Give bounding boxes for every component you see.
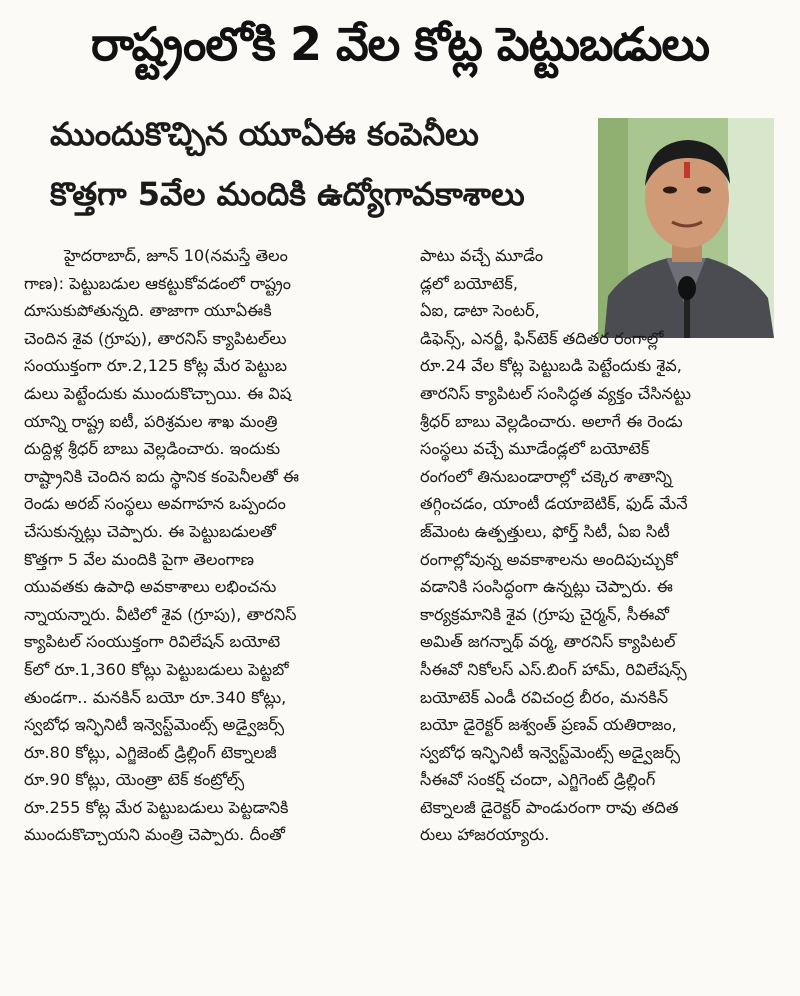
- article-line: దుద్దిళ్ల శ్రీధర్ బాబు వెల్లడించారు. ఇందుకు: [24, 439, 281, 459]
- article-line: రులు హాజరయ్యారు.: [420, 825, 550, 845]
- article-line: సంస్థలు వచ్చే మూడేండ్లలో బయోటెక్: [420, 439, 650, 459]
- article-line: డులు పెట్టేందుకు ముందుకొచ్చాయి. ఈ విష: [24, 383, 292, 403]
- article-line: దూసుకుపోతున్నది. తాజాగా యూఏఈకి: [24, 301, 272, 321]
- subheadline-2: కొత్తగా 5వేల మందికి ఉద్యోగావకాశాలు: [50, 175, 525, 213]
- article-line: యాన్ని రాష్ట్ర ఐటీ, పరిశ్రమల శాఖ మంత్రి: [24, 411, 278, 431]
- article-line: డ్లలో బయోటెక్,: [420, 273, 519, 293]
- article-line: ఏఐ, డాటా సెంటర్,: [420, 301, 540, 321]
- article-line: బయో డైరెక్టర్ జశ్వంత్ ప్రణవ్ యతిరాజం,: [420, 715, 677, 735]
- article-line: యువతకు ఉపాధి అవకాశాలు లభించను: [24, 577, 277, 597]
- article-line: క్‌లో రూ.1,360 కోట్లు పెట్టుబడులు పెట్టబో: [24, 659, 289, 679]
- article-line: స్వబోధ ఇన్ఫినిటీ ఇన్వెస్ట్‌మెంట్స్ అడ్వైజర్స్: [420, 742, 681, 762]
- article-line: స్వబోధ ఇన్ఫినిటీ ఇన్వెస్ట్‌మెంట్స్ అడ్వైజర్స్: [24, 715, 285, 735]
- article-line: చేసుకున్నట్లు చెప్పారు. ఈ పెట్టుబడులతో: [24, 521, 276, 541]
- article-line: పాటు వచ్చే మూడేం: [420, 246, 544, 265]
- article-line: టెక్నాలజీ డైరెక్టర్ పాండురంగా రావు తదిత: [420, 797, 679, 817]
- article-line: రెండు అరబ్ సంస్థలు అవగాహన ఒప్పందం: [24, 494, 286, 514]
- article-line: సంయుక్తంగా రూ.2,125 కోట్ల మేర పెట్టుబ: [24, 356, 287, 376]
- article-line: రూ.80 కోట్లు, ఎగ్జిజెంట్ డ్రిల్లింగ్ టెక్నాలజీ: [24, 742, 277, 762]
- article-line: రాష్ట్రానికి చెందిన ఐదు స్థానిక కంపెనీలతో ఈ: [24, 466, 300, 486]
- article-line: న్నాయన్నారు. వీటిలో శైవ (గ్రూపు), తారనిస్: [24, 604, 297, 624]
- article-line: గాణ): పెట్టుబడుల ఆకట్టుకోవడంలో రాష్ట్రం: [24, 273, 291, 293]
- article-line: రూ.255 కోట్ల మేర పెట్టుబడులు పెట్టడానికి: [24, 797, 289, 817]
- subheadline-1: ముందుకొచ్చిన యూఏఈ కంపెనీలు: [50, 115, 479, 153]
- article-line: రూ.24 వేల కోట్ల పెట్టుబడి పెట్టేందుకు శైవ,: [420, 356, 682, 376]
- article-line: హైదరాబాద్, జూన్ 10(నమస్తే తెలం: [64, 246, 288, 265]
- article-line: కొత్తగా 5 వేల మందికి పైగా తెలంగాణ: [24, 549, 254, 569]
- article-line: రూ.90 కోట్లు, యెంత్రా టెక్ కంట్రోల్స్: [24, 770, 245, 790]
- article-line: ముందుకొచ్చాయని మంత్రి చెప్పారు. దీంతో: [24, 825, 285, 845]
- article-line: సీఈవో నికోలస్ ఎస్.బింగ్ హామ్, రివిలేషన్స్: [420, 659, 687, 679]
- headline: రాష్ట్రంలోకి 2 వేల కోట్ల పెట్టుబడులు: [90, 17, 710, 71]
- article-line: చెందిన శైవ (గ్రూపు), తారనిస్ క్యాపిటల్‌లు: [24, 328, 287, 348]
- article-column-left: [24, 242, 394, 849]
- article-line: క్యాపిటల్ సంయుక్తంగా రివిలేషన్ బయోటె: [24, 632, 281, 652]
- article-line: రంగంలో తినుబండారాల్లో చక్కెర శాతాన్ని: [420, 466, 672, 486]
- article-line: తారనిస్ క్యాపిటల్ సంసిద్ధత వ్యక్తం చేసినట్టు: [420, 383, 692, 403]
- article-line: తుండగా.. మనకిన్ బయో రూ.340 కోట్లు,: [24, 687, 287, 707]
- article-line: బయోటెక్ ఎండీ రవిచంద్ర బీరం, మనకిన్: [420, 687, 669, 707]
- article-line: రంగాల్లోవున్న అవకాశాలను అందిపుచ్చుకో: [420, 549, 678, 569]
- article-line: జ్‌మెంట ఉత్పత్తులు, ఫోర్త్ సిటీ, ఏఐ సిటీ: [420, 521, 670, 541]
- article-line: డిఫెన్స్, ఎనర్జీ, ఫిన్‌టెక్ తదితర రంగాల్లో: [420, 328, 664, 348]
- article-line: శ్రీధర్ బాబు వెల్లడించారు. అలాగే ఈ రెండు: [420, 411, 683, 431]
- article-line: కార్యక్రమానికి శైవ (గ్రూపు చైర్మన్, సీఈవో: [420, 604, 669, 624]
- article-column-right: [420, 242, 778, 849]
- article-line: సీఈవో సంకర్ష్ చందా, ఎగ్జిగెంట్ డ్రిల్లింగ్: [420, 770, 656, 790]
- article-line: అమిత్ జగన్నాథ్ వర్మ, తారనిస్ క్యాపిటల్: [420, 632, 676, 652]
- article-line: వడానికి సంసిద్ధంగా ఉన్నట్లు చెప్పారు. ఈ: [420, 577, 673, 597]
- article-line: తగ్గించడం, యాంటీ డయాబెటిక్, ఫుడ్ మేనే: [420, 494, 688, 514]
